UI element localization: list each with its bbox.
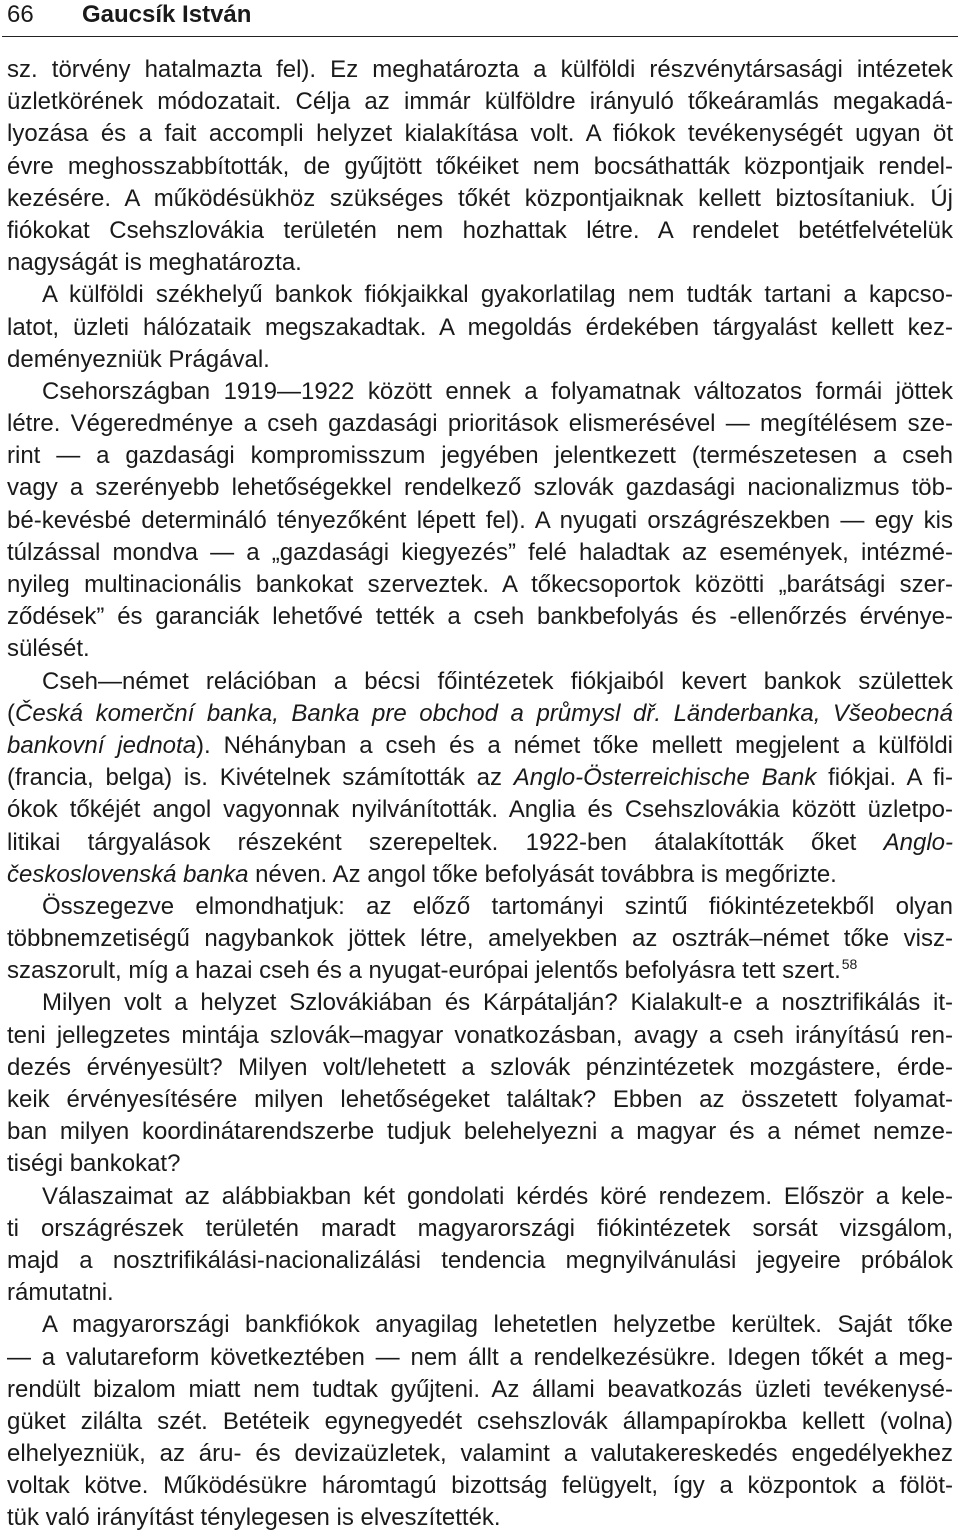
- text-segment: nyileg multinacionális bankokat szerveztek. A tőkecsoportok közötti „barátsági szer-: [7, 571, 953, 598]
- running-head-author: Gaucsík István: [82, 1, 252, 28]
- text-segment: litikai tárgyalások részeként szerepeltek. 1922-ben átalakították őket: [7, 828, 884, 856]
- text-segment: ). Néhányban a cseh és a német tőke mellett megjelent a külföldi: [196, 731, 953, 759]
- text-segment: elhelyezniük, az áru- és devizaüzletek, valamint a valutakereskedés engedélyekhez: [7, 1440, 953, 1468]
- text-line: [7, 794, 953, 826]
- text-line: [7, 247, 953, 279]
- text-segment: rint — a gazdasági kompromisszum jegyében jelentkezett (természetesen a cseh: [7, 442, 953, 470]
- text-line: [7, 440, 953, 472]
- text-line: [7, 1020, 953, 1052]
- text-segment: Összegezve elmondhatjuk: az előző tartományi szintű fiókintézetekből olyan: [42, 892, 953, 920]
- body-text: [7, 54, 953, 1535]
- text-line: [7, 312, 953, 344]
- text-line: [7, 376, 953, 408]
- text-segment: rendült bizalom miatt nem tudtak gyűjteni. Az állami beavatkozás üzleti tevékenysé-: [7, 1375, 953, 1403]
- text-line: [7, 1052, 953, 1084]
- text-segment: Cseh—német relációban a bécsi főintézetek fiókjaiból kevert bankok születtek: [42, 667, 953, 695]
- footnote-reference: 58: [841, 956, 858, 973]
- text-line: [7, 601, 953, 633]
- text-line: [7, 1438, 953, 1470]
- text-segment: sülését.: [7, 635, 90, 663]
- text-line: [7, 762, 953, 794]
- text-line: [7, 827, 953, 859]
- text-segment: lyozása és a fait accompli helyzet kialakítása volt. A fiókok tevékenységét ugyan öt: [7, 120, 953, 148]
- text-segment: voltak kötve. Működésükre háromtagú bizottság felügyelt, így a központok a fölöt-: [7, 1472, 953, 1500]
- text-line: [7, 1181, 953, 1213]
- header-rule: [2, 36, 958, 37]
- text-segment: kezésére. A működésükhöz szükséges tőkét központjaiknak kellett biztosítaniuk. Új: [7, 184, 953, 212]
- text-line: [7, 54, 953, 86]
- text-segment: ban milyen koordinátarendszerbe tudjuk belehelyezni a magyar és a német nemze-: [7, 1118, 953, 1146]
- page-header: [0, 0, 960, 38]
- text-segment: sz. törvény hatalmazta fel). Ez meghatározta a külföldi részvénytársasági intézetek: [7, 56, 953, 83]
- text-line: [7, 118, 953, 150]
- text-segment: — a valutareform következtében — nem állt a rendelkezésükre. Idegen tőkét a meg-: [7, 1343, 953, 1371]
- paragraph: [7, 987, 953, 1180]
- italic-text: Anglo-: [883, 828, 953, 856]
- text-line: [7, 215, 953, 247]
- paragraph: [7, 376, 953, 666]
- text-segment: túlzással mondva — a „gazdasági kiegyezés” felé haladtak az események, intézmé-: [7, 538, 953, 566]
- text-line: [7, 1148, 953, 1180]
- text-line: [7, 537, 953, 569]
- text-line: [7, 955, 953, 987]
- text-line: [7, 1245, 953, 1277]
- text-line: [7, 344, 953, 376]
- paragraph: [7, 1181, 953, 1310]
- text-line: [7, 1342, 953, 1374]
- text-segment: Milyen volt a helyzet Szlovákiában és Kárpátalján? Kialakult-e a nosztrifikálás it-: [42, 989, 953, 1017]
- text-line: [7, 859, 953, 891]
- text-segment: néven. Az angol tőke befolyását továbbra is megőrizte.: [248, 860, 837, 888]
- text-line: [7, 86, 953, 118]
- text-segment: Válaszaimat az alábbiakban két gondolati kérdés köré rendezem. Először a kele-: [42, 1182, 953, 1210]
- text-segment: többnemzetiségű nagybankok jöttek létre, amelyekben az osztrák–német tőke visz-: [7, 925, 953, 953]
- text-segment: ződések” és garanciák lehetővé tették a cseh bankbefolyás és -ellenőrzés érvénye-: [7, 603, 953, 631]
- text-line: [7, 1406, 953, 1438]
- text-line: [7, 1213, 953, 1245]
- text-line: [7, 730, 953, 762]
- text-segment: majd a nosztrifikálási-nacionalizálási tendencia megnyilvánulási jegyeire próbálok: [7, 1246, 953, 1274]
- text-line: [7, 151, 953, 183]
- text-line: [7, 183, 953, 215]
- text-line: [7, 279, 953, 311]
- italic-text: Anglo-Österreichische Bank: [513, 764, 817, 792]
- text-segment: dezés érvényesült? Milyen volt/lehetett a szlovák pénzintézetek mozgástere, érde-: [7, 1053, 953, 1081]
- italic-text: bankovní jednota: [7, 731, 197, 759]
- italic-text: Česká komerční banka, Banka pre obchod a průmysl dř. Länderbanka, Všeobecná: [15, 699, 953, 727]
- text-line: [7, 1309, 953, 1341]
- text-line: [7, 633, 953, 665]
- text-line: [7, 408, 953, 440]
- text-line: [7, 891, 953, 923]
- text-segment: létre. Végeredménye a cseh gazdasági prioritások elismerésével — megítélésem sze-: [7, 410, 953, 438]
- text-segment: A magyarországi bankfiókok anyagilag lehetetlen helyzetbe kerültek. Saját tőke: [42, 1311, 953, 1339]
- text-segment: üzletkörének módozatait. Célja az immár külföldre irányuló tőkeáramlás megakadá-: [7, 88, 953, 116]
- text-line: [7, 923, 953, 955]
- text-segment: bé-kevésbé determináló tényezőként lépett fel). A nyugati országrészekben — egy kis: [7, 506, 953, 534]
- paragraph: [7, 54, 953, 279]
- text-segment: ókok tőkéjét angol vagyonnak nyilvánították. Anglia és Csehszlovákia között üzletpo-: [7, 796, 953, 824]
- text-segment: fiókjai. A fi-: [816, 764, 953, 792]
- text-line: [7, 569, 953, 601]
- text-segment: keik érvényesítésére milyen lehetőségeket találtak? Ebben az összetett folyamat-: [7, 1086, 953, 1113]
- paragraph: [7, 279, 953, 376]
- text-segment: (: [7, 699, 15, 727]
- text-segment: rámutatni.: [7, 1279, 114, 1307]
- text-line: [7, 505, 953, 537]
- text-line: [7, 1116, 953, 1148]
- text-line: [7, 987, 953, 1019]
- italic-text: československá banka: [7, 860, 249, 888]
- text-segment: latot, üzleti hálózataik megszakadtak. A megoldás érdekében tárgyalást kellett kez-: [7, 313, 953, 341]
- text-line: [7, 472, 953, 504]
- text-line: [7, 698, 953, 730]
- text-segment: teni jellegzetes mintája szlovák–magyar vonatkozásban, avagy a cseh irányítású ren-: [7, 1021, 953, 1049]
- text-segment: évre meghosszabbították, de gyűjtött tőkéiket nem bocsáthatták központjaik rendel-: [7, 152, 953, 180]
- page-number: 66: [7, 1, 34, 28]
- text-segment: ti országrészek területén maradt magyarországi fiókintézetek sorsát vizsgálom,: [7, 1214, 953, 1242]
- text-segment: nagyságát is meghatározta.: [7, 249, 302, 277]
- text-segment: tiségi bankokat?: [7, 1150, 181, 1178]
- text-segment: güket zilálta szét. Betéteik egynegyedét csehszlovák állampapírokba kellett (volna): [7, 1407, 953, 1435]
- text-segment: vagy a szerényebb lehetőségekkel rendelkező szlovák gazdasági nacionalizmus töb-: [7, 474, 953, 502]
- text-segment: (francia, belga) is. Kivételnek számították az: [7, 764, 514, 792]
- text-line: [7, 1374, 953, 1406]
- text-segment: fiókokat Csehszlovákia területén nem hozhattak létre. A rendelet betétfelvételük: [7, 216, 953, 244]
- text-segment: deményezniük Prágával.: [7, 345, 270, 373]
- text-line: [7, 1470, 953, 1502]
- text-segment: Csehországban 1919—1922 között ennek a folyamatnak változatos formái jöttek: [42, 377, 953, 405]
- text-line: [7, 1084, 953, 1116]
- text-segment: A külföldi székhelyű bankok fiókjaikkal gyakorlatilag nem tudták tartani a kapcso-: [42, 281, 953, 309]
- text-line: [7, 666, 953, 698]
- text-line: [7, 1277, 953, 1309]
- paragraph: [7, 891, 953, 988]
- text-line: [7, 1502, 953, 1534]
- text-segment: szaszorult, míg a hazai cseh és a nyugat-európai jelentős befolyásra tett szert.: [7, 957, 841, 985]
- paragraph: [7, 1309, 953, 1534]
- text-segment: tük való irányítást ténylegesen is elveszítették.: [7, 1504, 501, 1532]
- paragraph: [7, 666, 953, 891]
